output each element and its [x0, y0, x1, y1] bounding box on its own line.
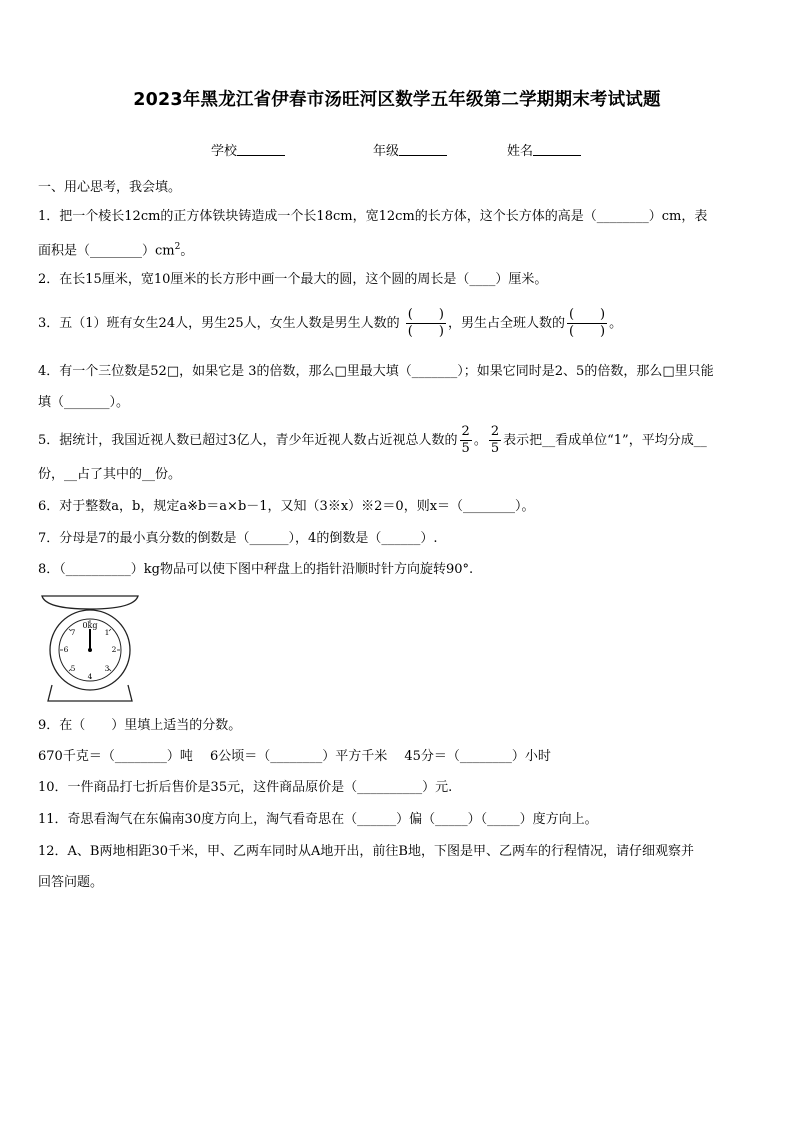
question-2: 2．在长15厘米，宽10厘米的长方形中画一个最大的圆，这个圆的周长是（____）厘米。 [38, 272, 548, 287]
question-1-line-2 [38, 238, 193, 260]
school-field [211, 140, 285, 159]
question-1-end: 。 [180, 243, 194, 259]
fraction-numerator: 2 [490, 424, 500, 439]
question-1-line-1: 1．把一个棱长12cm的正方体铁块铸造成一个长18cm，宽12cm的长方体，这个长方体的高是（________）cm，表 [38, 209, 708, 224]
question-12-line-2: 回答问题。 [38, 875, 104, 890]
dial-number-4: 4 [87, 672, 93, 681]
section-heading: 一、用心思考，我会填。 [38, 180, 182, 195]
pointer-pivot [88, 648, 92, 652]
name-blank[interactable] [533, 142, 581, 156]
page-title: 2023年黑龙江省伊春市汤旺河区数学五年级第二学期期末考试试题 [133, 90, 661, 110]
scale-pan [42, 596, 138, 609]
question-8: 8．（__________）kg物品可以使下图中秤盘上的指针沿顺时针方向旋转90°. [38, 562, 474, 577]
question-7: 7．分母是7的最小真分数的倒数是（______），4的倒数是（______）. [38, 531, 438, 546]
question-3-text-b: ，男生占全班人数的 [447, 316, 565, 331]
question-1-text: 面积是（________）cm [38, 243, 175, 259]
question-6: 6．对于整数a，b，规定a※b＝a×b－1，又知（3※x）※2＝0，则x＝（________）。 [38, 499, 535, 514]
fraction-denominator: ( ) [568, 324, 606, 339]
fraction-numerator: ( ) [568, 307, 606, 322]
fraction-two-fifths [489, 424, 501, 457]
question-4-line-1: 4．有一个三位数是52□，如果它是 3的倍数，那么□里最大填（_______）；如果它同时是2、5的倍数，那么□里只能 [38, 364, 714, 379]
fraction-denominator: ( ) [407, 324, 444, 339]
fraction-denominator: 5 [490, 441, 500, 456]
grade-label: 年级 [373, 144, 400, 159]
grade-blank[interactable] [399, 142, 447, 156]
superscript: 2 [174, 242, 181, 252]
school-label: 学校 [211, 144, 238, 159]
name-field [507, 140, 581, 159]
question-12-line-1: 12．A、B两地相距30千米，甲、乙两车同时从A地开出，前往B地，下图是甲、乙两车的行程情况，请仔细观察并 [38, 844, 694, 859]
fraction-blank-1[interactable] [406, 307, 446, 340]
fraction-numerator: ( ) [407, 307, 444, 322]
question-3 [38, 306, 622, 342]
question-10: 10．一件商品打七折后售价是35元，这件商品原价是（__________）元. [38, 780, 453, 795]
school-blank[interactable] [237, 142, 285, 156]
fraction-denominator: 5 [461, 441, 470, 456]
dial-number-7: 7 [70, 628, 76, 637]
fraction-blank-2[interactable] [567, 307, 607, 340]
fraction-numerator: 2 [461, 424, 470, 439]
scale-figure [38, 593, 142, 703]
question-5-line-1 [38, 423, 707, 459]
question-9-line-1: 9．在（ ）里填上适当的分数。 [38, 718, 242, 733]
grade-field [373, 140, 447, 159]
question-3-text-c: 。 [609, 316, 623, 331]
question-5-text-c: 表示把__看成单位“1”，平均分成__ [503, 433, 707, 448]
question-4-line-2: 填（_______）。 [38, 395, 130, 410]
dial-number-1: 1 [104, 628, 110, 637]
dial-number-2: 2 [111, 645, 117, 654]
question-3-text-a: 3．五（1）班有女生24人，男生25人，女生人数是男生人数的 [38, 316, 400, 331]
question-9-line-2: 670千克＝（________）吨 6公顷＝（________）平方千米 45分＝（________）小时 [38, 749, 551, 764]
question-5-text-a: 5．据统计，我国近视人数已超过3亿人，青少年近视人数占近视总人数的 [38, 433, 458, 448]
dial-number-3: 3 [104, 664, 110, 673]
question-5-line-2: 份，__占了其中的__份。 [38, 467, 182, 482]
fraction-two-fifths [460, 424, 472, 457]
name-label: 姓名 [507, 144, 534, 159]
dial-number-6: 6 [63, 645, 69, 654]
scale-unit-label: 0kg [82, 621, 98, 630]
dial-number-5: 5 [70, 664, 76, 673]
question-11: 11．奇思看淘气在东偏南30度方向上，淘气看奇思在（______）偏（_____）（_____）度方向上。 [38, 812, 598, 827]
question-5-text-b: 。 [473, 433, 487, 448]
